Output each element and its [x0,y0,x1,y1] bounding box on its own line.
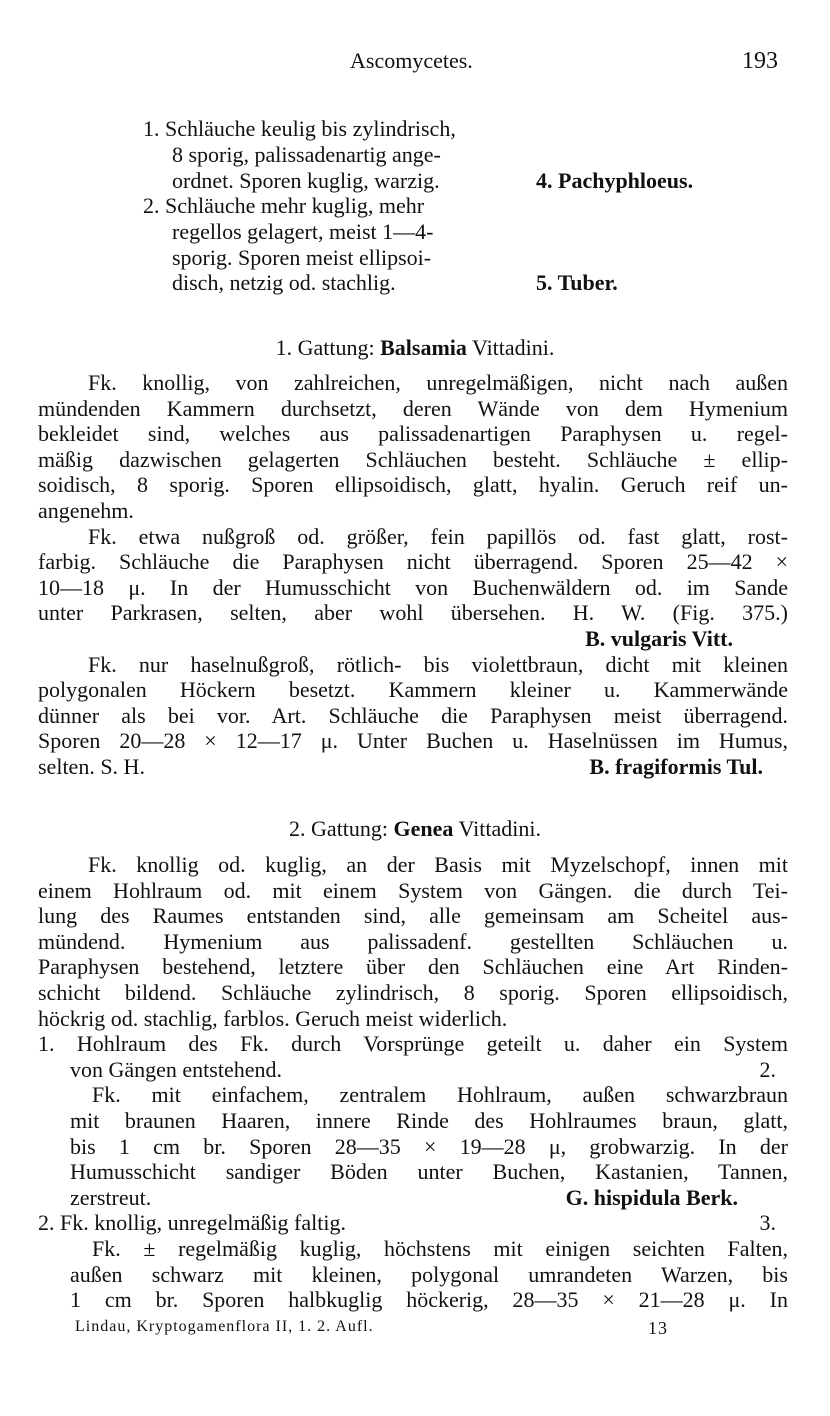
key-result-tuber: 5. Tuber. [536,270,618,295]
key-line: ordnet. Sporen kuglig, warzig. [172,168,440,193]
text-line: mit braunen Haaren, innere Rinde des Hohlraumes braun, glatt, [70,1107,788,1133]
genus-author: Vittadini. [472,335,555,360]
text-line: 10—18 μ. In der Humusschicht von Buchenwäldern od. im Sande [38,574,788,600]
text-line: polygonalen Höckern besetzt. Kammern kleiner u. Kammerwände [38,677,788,703]
text-line: höckrig od. stachlig, farblos. Geruch meist widerlich. [38,1005,508,1031]
key-ref: 3. [759,1210,776,1236]
text-line: Fk. knollig od. kuglig, an der Basis mit Myzelschopf, innen mit [88,852,788,877]
genus-description-genea [38,852,788,1313]
key-line: von Gängen entstehend. [70,1056,282,1082]
genus-heading-balsamia [0,335,830,361]
key-line: 8 sporig, palissadenartig ange- [172,142,441,167]
text-line: schicht bildend. Schläuche zylindrisch, 8 sporig. Sporen ellipsoidisch, [38,979,788,1005]
species-block-hispidula [38,1082,788,1210]
key-line: sporig. Sporen meist ellipsoi- [172,245,432,270]
text-line: Fk. etwa nußgroß od. größer, fein papillös od. fast glatt, rost- [88,523,788,549]
text-line: soidisch, 8 sporig. Sporen ellipsoidisch, glatt, hyalin. Geruch reif un- [38,472,788,498]
text-line: dünner als bei vor. Art. Schläuche die Paraphysen meist überragend. [38,702,788,728]
text-line: einem Hohlraum od. mit einem System von Gängen. die durch Tei- [38,877,788,903]
text-line: bekleidet sind, welches aus palissadenartigen Paraphysen u. regel- [38,421,788,447]
key-line: disch, netzig od. stachlig. [172,270,396,295]
text-line: Fk. knollig, von zahlreichen, unregelmäßigen, nicht nach außen [88,370,788,395]
text-line: bis 1 cm br. Sporen 28—35 × 19—28 μ, grobwarzig. In der [70,1133,788,1159]
species-name-vulgaris: B. vulgaris Vitt. [585,625,733,651]
text-line: Fk. nur haselnußgroß, rötlich- bis violettbraun, dicht mit kleinen [88,651,788,677]
text-line: Paraphysen bestehend, letztere über den Schläuchen eine Art Rinden- [38,954,788,980]
text-line: außen schwarz mit kleinen, polygonal umrandeten Warzen, bis [70,1261,788,1287]
text-line: selten. S. H. [38,753,145,779]
genus-prefix: 1. Gattung: [275,335,375,360]
text-line: lung des Raumes entstanden sind, alle gemeinsam am Scheitel aus- [38,903,788,929]
genus-author: Vittadini. [458,816,541,841]
text-line: Fk. mit einfachem, zentralem Hohlraum, außen schwarzbraun [92,1082,788,1108]
text-line: mäßig dazwischen gelagerten Schläuchen besteht. Schläuche ± ellip- [38,446,788,472]
species-block-last [38,1236,788,1313]
key-result-pachyphloeus: 4. Pachyphloeus. [536,168,694,193]
text-line: 1 cm br. Sporen halbkuglig höckerig, 28—35 × 21—28 μ. In [70,1287,788,1313]
text-line: Sporen 20—28 × 12—17 μ. Unter Buchen u. Haselnüssen im Humus, [38,728,788,754]
text-line: zerstreut. [70,1184,152,1210]
genus-heading-genea [0,816,830,842]
genus-name: Balsamia [380,335,467,360]
text-line: farbig. Schläuche die Paraphysen nicht überragend. Sporen 25—42 × [38,549,788,575]
genus-prefix: 2. Gattung: [289,816,389,841]
key-line: regellos gelagert, meist 1—4- [172,219,434,244]
species-name-fragiformis: B. fragiformis Tul. [589,753,763,779]
key-line: 2. Fk. knollig, unregelmäßig faltig. [38,1210,346,1236]
species-name-hispidula: G. hispidula Berk. [565,1184,738,1210]
text-line: Fk. ± regelmäßig kuglig, höchstens mit einigen seichten Falten, [92,1235,788,1261]
key-ref: 2. [759,1056,776,1082]
running-title: Ascomycetes. [350,48,473,73]
key-line: 1. Hohlraum des Fk. durch Vorsprünge geteilt u. daher ein System [38,1031,788,1057]
key-line: 2. Schläuche mehr kuglig, mehr [143,193,425,218]
text-line: mündenden Kammern durchsetzt, deren Wände von dem Hymenium [38,395,788,421]
text-line: Humusschicht sandiger Böden unter Buchen, Kastanien, Tannen, [70,1159,788,1185]
text-line: angenehm. [38,497,134,523]
genus-description-balsamia [38,370,788,780]
text-line: unter Parkrasen, selten, aber wohl übersehen. H. W. (Fig. 375.) [38,600,788,626]
key-line: 1. Schläuche keulig bis zylindrisch, [143,116,456,141]
footer-source: Lindau, Kryptogamenflora II, 1. 2. Aufl. [75,1318,374,1335]
text-line: mündend. Hymenium aus palissadenf. gestellten Schläuchen u. [38,928,788,954]
genus-name: Genea [393,816,454,841]
footer-signature: 13 [648,1318,668,1338]
page-number: 193 [742,48,778,74]
